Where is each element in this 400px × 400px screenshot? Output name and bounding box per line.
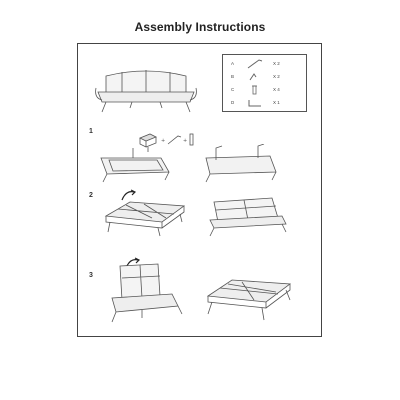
step3-sofa-bed-illustration — [202, 272, 296, 328]
instruction-sheet — [77, 43, 322, 337]
part-letter: B — [231, 74, 235, 79]
step1-frame-illustration-right — [196, 144, 284, 186]
sofa-overview-illustration — [92, 58, 200, 118]
part-letter: C — [231, 87, 235, 92]
step-number: 2 — [89, 192, 93, 199]
leg-icon — [245, 58, 265, 70]
bracket-icon — [245, 71, 265, 83]
part-row — [223, 84, 308, 96]
step-number: 3 — [89, 272, 93, 279]
part-row — [223, 58, 308, 70]
step3-sofa-recline-illustration — [98, 262, 188, 328]
part-row — [223, 97, 308, 109]
part-row — [223, 71, 308, 83]
part-quantity: X 4 — [273, 87, 280, 92]
step-number: 1 — [89, 128, 93, 135]
part-quantity: X 2 — [273, 61, 280, 66]
step2-sofa-upright-illustration — [202, 194, 292, 240]
part-letter: D — [231, 100, 235, 105]
part-letter: A — [231, 61, 235, 66]
step2-sofa-folded-illustration — [100, 198, 190, 238]
bolt-icon — [245, 84, 265, 96]
svg-text:+: + — [183, 138, 188, 144]
allen-key-icon — [245, 97, 265, 109]
parts-list — [222, 54, 307, 112]
document-title: Assembly Instructions — [134, 20, 266, 34]
part-quantity: X 1 — [273, 100, 280, 105]
svg-text:+: + — [161, 138, 166, 144]
part-quantity: X 2 — [273, 74, 280, 79]
step1-frame-illustration-left — [93, 148, 173, 186]
